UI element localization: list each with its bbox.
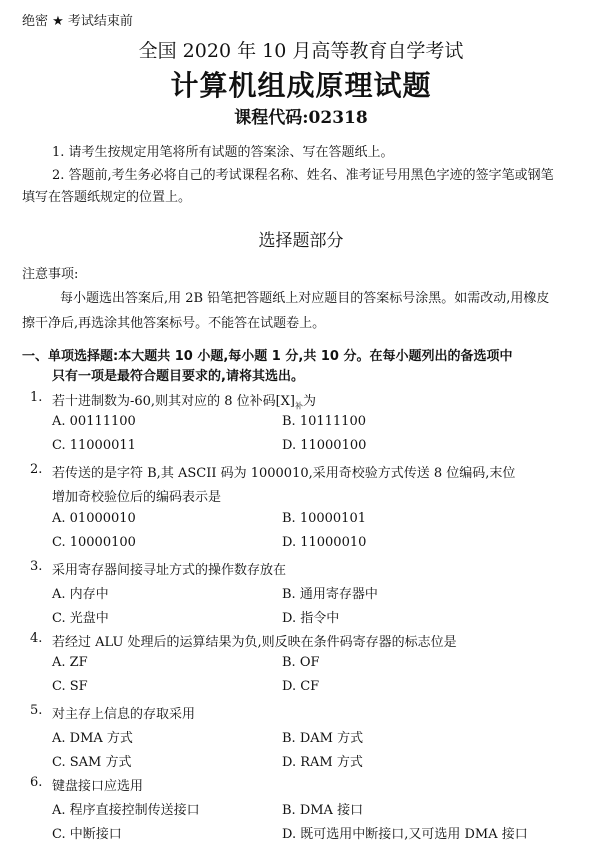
question-1-option-a: A. 00111100 xyxy=(52,414,136,429)
question-2-text: 若传送的是字符 B,其 ASCII 码为 1000010,采用奇校验方式传送 8 位编码,末位 xyxy=(52,466,516,481)
instruction-line-2-continued: 填写在答题纸规定的位置上。 xyxy=(22,190,192,205)
question-1-option-d: D. 11000100 xyxy=(282,438,367,453)
question-4-option-d: D. CF xyxy=(282,679,320,694)
section-title: 选择题部分 xyxy=(258,231,344,251)
question-4-option-c: C. SF xyxy=(52,679,88,694)
instruction-line-1: 1. 请考生按规定用笔将所有试题的答案涂、写在答题纸上。 xyxy=(52,145,394,160)
note-line-2: 擦干净后,再选涂其他答案标号。不能答在试题卷上。 xyxy=(22,316,326,331)
question-1-number: 1. xyxy=(30,390,43,405)
question-2-number: 2. xyxy=(30,462,43,477)
question-1-text xyxy=(52,390,316,412)
question-6-text: 键盘接口应选用 xyxy=(52,779,144,794)
question-2-option-d: D. 11000010 xyxy=(282,535,367,550)
question-1-subscript: 补 xyxy=(295,401,304,411)
part1-header-line-1: 一、单项选择题:本大题共 10 小题,每小题 1 分,共 10 分。在每小题列出的备选项中 xyxy=(22,349,513,364)
question-1-option-c: C. 11000011 xyxy=(52,438,136,453)
question-5-option-c: C. SAM 方式 xyxy=(52,755,132,770)
question-2-option-b: B. 10000101 xyxy=(282,511,366,526)
question-6-option-a: A. 程序直接控制传送接口 xyxy=(52,803,200,818)
question-2-option-a: A. 01000010 xyxy=(52,511,136,526)
question-1-stem-end: 为 xyxy=(303,394,317,409)
notes-label: 注意事项: xyxy=(22,267,79,282)
question-3-text: 采用寄存器间接寻址方式的操作数存放在 xyxy=(52,563,287,578)
question-6-number: 6. xyxy=(30,775,43,790)
question-5-number: 5. xyxy=(30,703,43,718)
question-1-stem: 若十进制数为-60,则其对应的 8 位补码[X] xyxy=(52,394,296,409)
question-3-number: 3. xyxy=(30,559,43,574)
question-5-text: 对主存上信息的存取采用 xyxy=(52,707,196,722)
exam-title: 全国 2020 年 10 月高等教育自学考试 xyxy=(138,40,464,62)
part1-header-line-2: 只有一项是最符合题目要求的,请将其选出。 xyxy=(52,369,304,384)
question-6-option-d: D. 既可选用中断接口,又可选用 DMA 接口 xyxy=(282,827,528,842)
question-6-option-c: C. 中断接口 xyxy=(52,827,122,842)
question-2-option-c: C. 10000100 xyxy=(52,535,136,550)
confidential-label: 绝密 ★ 考试结束前 xyxy=(22,14,133,29)
question-5-option-b: B. DAM 方式 xyxy=(282,731,364,746)
question-4-option-b: B. OF xyxy=(282,655,320,670)
question-3-option-a: A. 内存中 xyxy=(52,587,109,602)
question-3-option-c: C. 光盘中 xyxy=(52,611,109,626)
question-4-text: 若经过 ALU 处理后的运算结果为负,则反映在条件码寄存器的标志位是 xyxy=(52,635,457,650)
question-4-option-a: A. ZF xyxy=(52,655,88,670)
question-3-option-b: B. 通用寄存器中 xyxy=(282,587,378,602)
instruction-line-2: 2. 答题前,考生务必将自己的考试课程名称、姓名、准考证号用黑色字迹的签字笔或钢笔 xyxy=(52,168,554,183)
question-4-number: 4. xyxy=(30,631,43,646)
note-line-1: 每小题选出答案后,用 2B 铅笔把答题纸上对应题目的答案标号涂黑。如需改动,用橡皮 xyxy=(60,291,550,306)
question-5-option-a: A. DMA 方式 xyxy=(52,731,133,746)
question-1-option-b: B. 10111100 xyxy=(282,414,366,429)
question-6-option-b: B. DMA 接口 xyxy=(282,803,364,818)
question-3-option-d: D. 指令中 xyxy=(282,611,340,626)
question-2-text-continued: 增加奇校验位后的编码表示是 xyxy=(52,490,222,505)
course-code: 课程代码:02318 xyxy=(234,108,368,128)
question-5-option-d: D. RAM 方式 xyxy=(282,755,363,770)
paper-title: 计算机组成原理试题 xyxy=(170,69,432,102)
